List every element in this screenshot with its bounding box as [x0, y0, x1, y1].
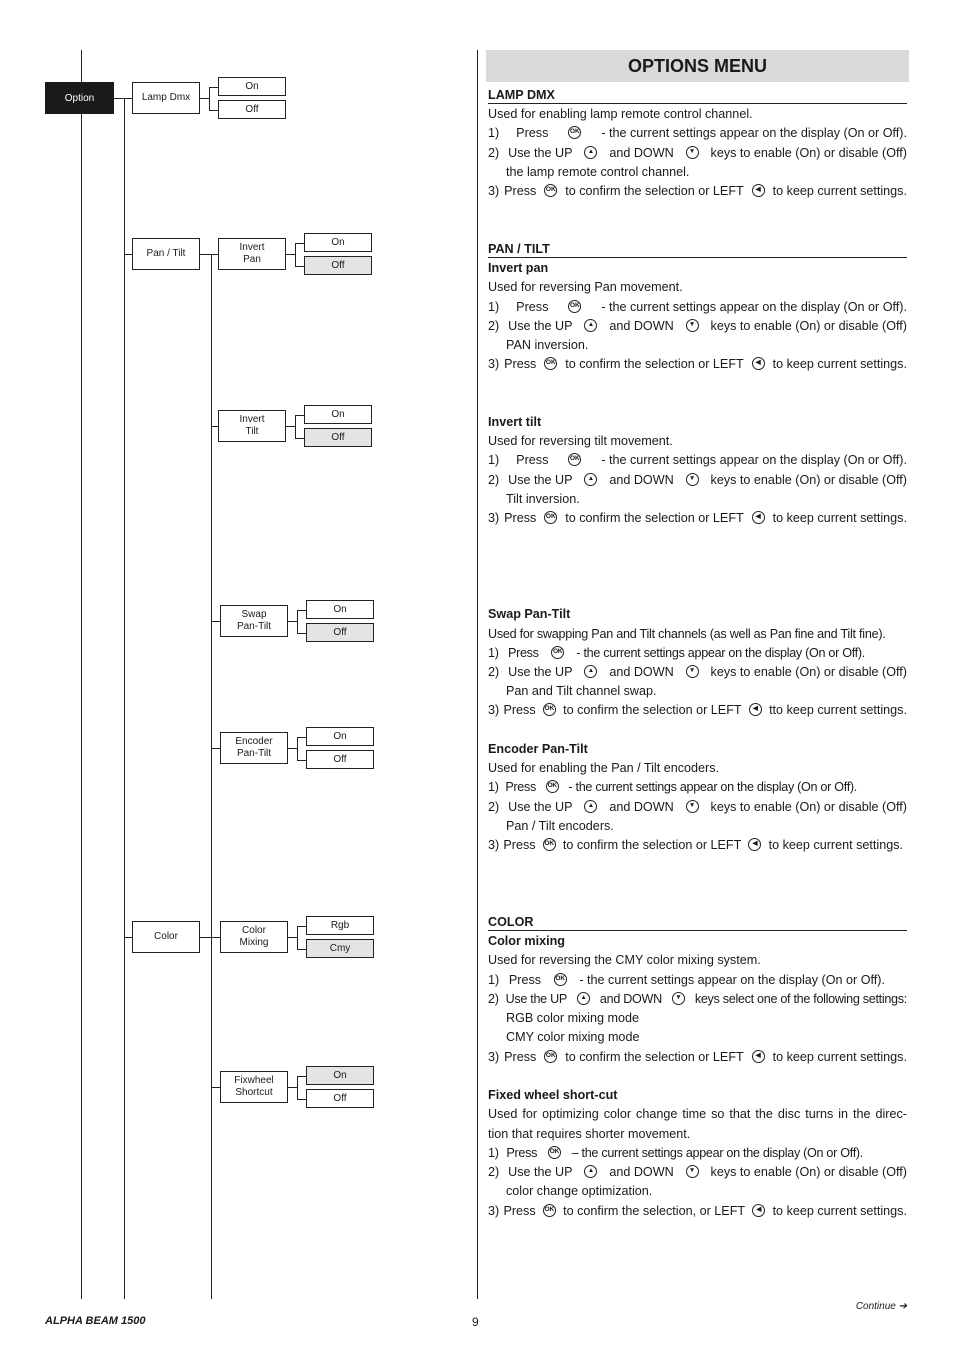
left-arrow-icon: ◀ [748, 838, 761, 851]
left-arrow-icon: ◀ [752, 1050, 765, 1063]
step-cont: Pan and Tilt channel swap. [506, 684, 657, 698]
left-arrow-icon: ◀ [752, 357, 765, 370]
step: 3) Press OK to confirm the selection or LEFT ◀ to keep current settings. [488, 838, 903, 852]
encoder-desc: Used for enabling the Pan / Tilt encoders. [488, 761, 720, 775]
up-arrow-icon: ▲ [584, 1165, 597, 1178]
swap-on[interactable]: On [306, 600, 374, 619]
ok-icon: OK [548, 1146, 561, 1159]
up-arrow-icon: ▲ [577, 992, 590, 1005]
menu-color-mixing[interactable]: Color Mixing [220, 921, 288, 953]
up-arrow-icon: ▲ [584, 146, 597, 159]
ok-icon: OK [568, 126, 581, 139]
step: 2) Use the UP ▲ and DOWN ▼ keys to enable (On) or disable (Off) [488, 665, 907, 679]
color-mixing-desc: Used for reversing the CMY color mixing system. [488, 953, 761, 967]
encoder-off[interactable]: Off [306, 750, 374, 769]
ok-icon: OK [568, 453, 581, 466]
ok-icon: OK [544, 184, 557, 197]
step: 1) Press OK - the current settings appear on the display (On or Off). [488, 780, 857, 794]
left-arrow-icon: ◀ [752, 511, 765, 524]
step: 3) Press OK to confirm the selection or LEFT ◀ to keep current settings. [488, 1050, 907, 1064]
fixwheel-off[interactable]: Off [306, 1089, 374, 1108]
color-option-cmy: CMY color mixing mode [506, 1030, 640, 1044]
lamp-dmx-on[interactable]: On [218, 77, 286, 96]
color-option-rgb: RGB color mixing mode [506, 1011, 639, 1025]
step: 1) Press OK - the current settings appear on the display (On or Off). [488, 973, 885, 987]
up-arrow-icon: ▲ [584, 473, 597, 486]
fixwheel-on[interactable]: On [306, 1066, 374, 1085]
section-pan-tilt-title: PAN / TILT [488, 242, 907, 258]
step: 1) Press OK – the current settings appear on the display (On or Off). [488, 1146, 863, 1160]
menu-pan-tilt[interactable]: Pan / Tilt [132, 238, 200, 270]
encoder-title: Encoder Pan-Tilt [488, 742, 588, 756]
invert-tilt-on[interactable]: On [304, 405, 372, 424]
continue-link[interactable]: Continue ➔ [855, 1301, 907, 1312]
ok-icon: OK [544, 357, 557, 370]
fixed-wheel-desc: Used for optimizing color change time so that the disc turns in the direc- [488, 1107, 907, 1121]
left-arrow-icon: ◀ [752, 1204, 765, 1217]
ok-icon: OK [568, 300, 581, 313]
down-arrow-icon: ▼ [672, 992, 685, 1005]
menu-invert-tilt[interactable]: Invert Tilt [218, 410, 286, 442]
step: 2) Use the UP ▲ and DOWN ▼ keys to enable (On) or disable (Off) [488, 800, 907, 814]
ok-icon: OK [551, 646, 564, 659]
color-mixing-rgb[interactable]: Rgb [306, 916, 374, 935]
left-arrow-icon: ◀ [752, 184, 765, 197]
lamp-dmx-desc: Used for enabling lamp remote control channel. [488, 107, 753, 121]
product-name: ALPHA BEAM 1500 [45, 1315, 146, 1327]
invert-tilt-desc: Used for reversing tilt movement. [488, 434, 673, 448]
step: 3) Press OK to confirm the selection or LEFT ◀ to keep current settings. [488, 357, 907, 371]
step: 2) Use the UP ▲ and DOWN ▼ keys to enable (On) or disable (Off) [488, 319, 907, 333]
ok-icon: OK [546, 780, 559, 793]
swap-title: Swap Pan-Tilt [488, 607, 571, 621]
ok-icon: OK [543, 838, 556, 851]
ok-icon: OK [543, 703, 556, 716]
down-arrow-icon: ▼ [686, 473, 699, 486]
step-cont: Pan / Tilt encoders. [506, 819, 614, 833]
step: 3) Press OK to confirm the selection or LEFT ◀ tto keep current settings. [488, 703, 907, 717]
menu-color[interactable]: Color [132, 921, 200, 953]
column-divider [477, 50, 478, 1299]
invert-pan-off[interactable]: Off [304, 256, 372, 275]
step: 2) Use the UP ▲ and DOWN ▼ keys to enable (On) or disable (Off) [488, 146, 907, 160]
step: 2) Use the UP ▲ and DOWN ▼ keys to enable (On) or disable (Off) [488, 473, 907, 487]
up-arrow-icon: ▲ [584, 800, 597, 813]
step: 1) Press OK - the current settings appear on the display (On or Off). [488, 453, 907, 467]
section-color-title: COLOR [488, 915, 907, 931]
invert-tilt-title: Invert tilt [488, 415, 542, 429]
encoder-on[interactable]: On [306, 727, 374, 746]
page-title: OPTIONS MENU [486, 50, 909, 82]
invert-pan-desc: Used for reversing Pan movement. [488, 280, 683, 294]
step-cont: the lamp remote control channel. [506, 165, 690, 179]
up-arrow-icon: ▲ [584, 665, 597, 678]
ok-icon: OK [544, 511, 557, 524]
invert-pan-title: Invert pan [488, 261, 549, 275]
fixed-wheel-title: Fixed wheel short-cut [488, 1088, 618, 1102]
down-arrow-icon: ▼ [686, 146, 699, 159]
lamp-dmx-off[interactable]: Off [218, 100, 286, 119]
menu-option-root[interactable]: Option [45, 82, 114, 114]
swap-desc: Used for swapping Pan and Tilt channels (as well as Pan fine and Tilt fine). [488, 627, 886, 641]
step: 3) Press OK to confirm the selection or LEFT ◀ to keep current settings. [488, 511, 907, 525]
color-mixing-title: Color mixing [488, 934, 565, 948]
fixed-wheel-desc-2: tion that requires shorter movement. [488, 1127, 691, 1141]
invert-tilt-off[interactable]: Off [304, 428, 372, 447]
down-arrow-icon: ▼ [686, 1165, 699, 1178]
up-arrow-icon: ▲ [584, 319, 597, 332]
menu-lamp-dmx[interactable]: Lamp Dmx [132, 82, 200, 114]
step: 1) Press OK - the current settings appear on the display (On or Off). [488, 300, 907, 314]
step-cont: PAN inversion. [506, 338, 589, 352]
color-mixing-cmy[interactable]: Cmy [306, 939, 374, 958]
left-arrow-icon: ◀ [749, 703, 762, 716]
menu-swap-pan-tilt[interactable]: Swap Pan-Tilt [220, 605, 288, 637]
step-cont: color change optimization. [506, 1184, 653, 1198]
down-arrow-icon: ▼ [686, 800, 699, 813]
step: 3) Press OK to confirm the selection, or LEFT ◀ to keep current settings. [488, 1204, 907, 1218]
section-lamp-dmx-title: LAMP DMX [488, 88, 907, 104]
down-arrow-icon: ▼ [686, 665, 699, 678]
step-cont: Tilt inversion. [506, 492, 580, 506]
step: 2) Use the UP ▲ and DOWN ▼ keys to enable (On) or disable (Off) [488, 1165, 907, 1179]
ok-icon: OK [554, 973, 567, 986]
invert-pan-on[interactable]: On [304, 233, 372, 252]
down-arrow-icon: ▼ [686, 319, 699, 332]
step: 2) Use the UP ▲ and DOWN ▼ keys select one of the following settings: [488, 992, 907, 1006]
page-number: 9 [472, 1315, 479, 1329]
step: 3) Press OK to confirm the selection or LEFT ◀ to keep current settings. [488, 184, 907, 198]
menu-fixwheel-shortcut[interactable]: Fixwheel Shortcut [220, 1071, 288, 1103]
menu-invert-pan[interactable]: Invert Pan [218, 238, 286, 270]
step: 1) Press OK - the current settings appear on the display (On or Off). [488, 646, 865, 660]
swap-off[interactable]: Off [306, 623, 374, 642]
ok-icon: OK [544, 1050, 557, 1063]
step: 1) Press OK - the current settings appear on the display (On or Off). [488, 126, 907, 140]
menu-encoder-pan-tilt[interactable]: Encoder Pan-Tilt [220, 732, 288, 764]
ok-icon: OK [543, 1204, 556, 1217]
